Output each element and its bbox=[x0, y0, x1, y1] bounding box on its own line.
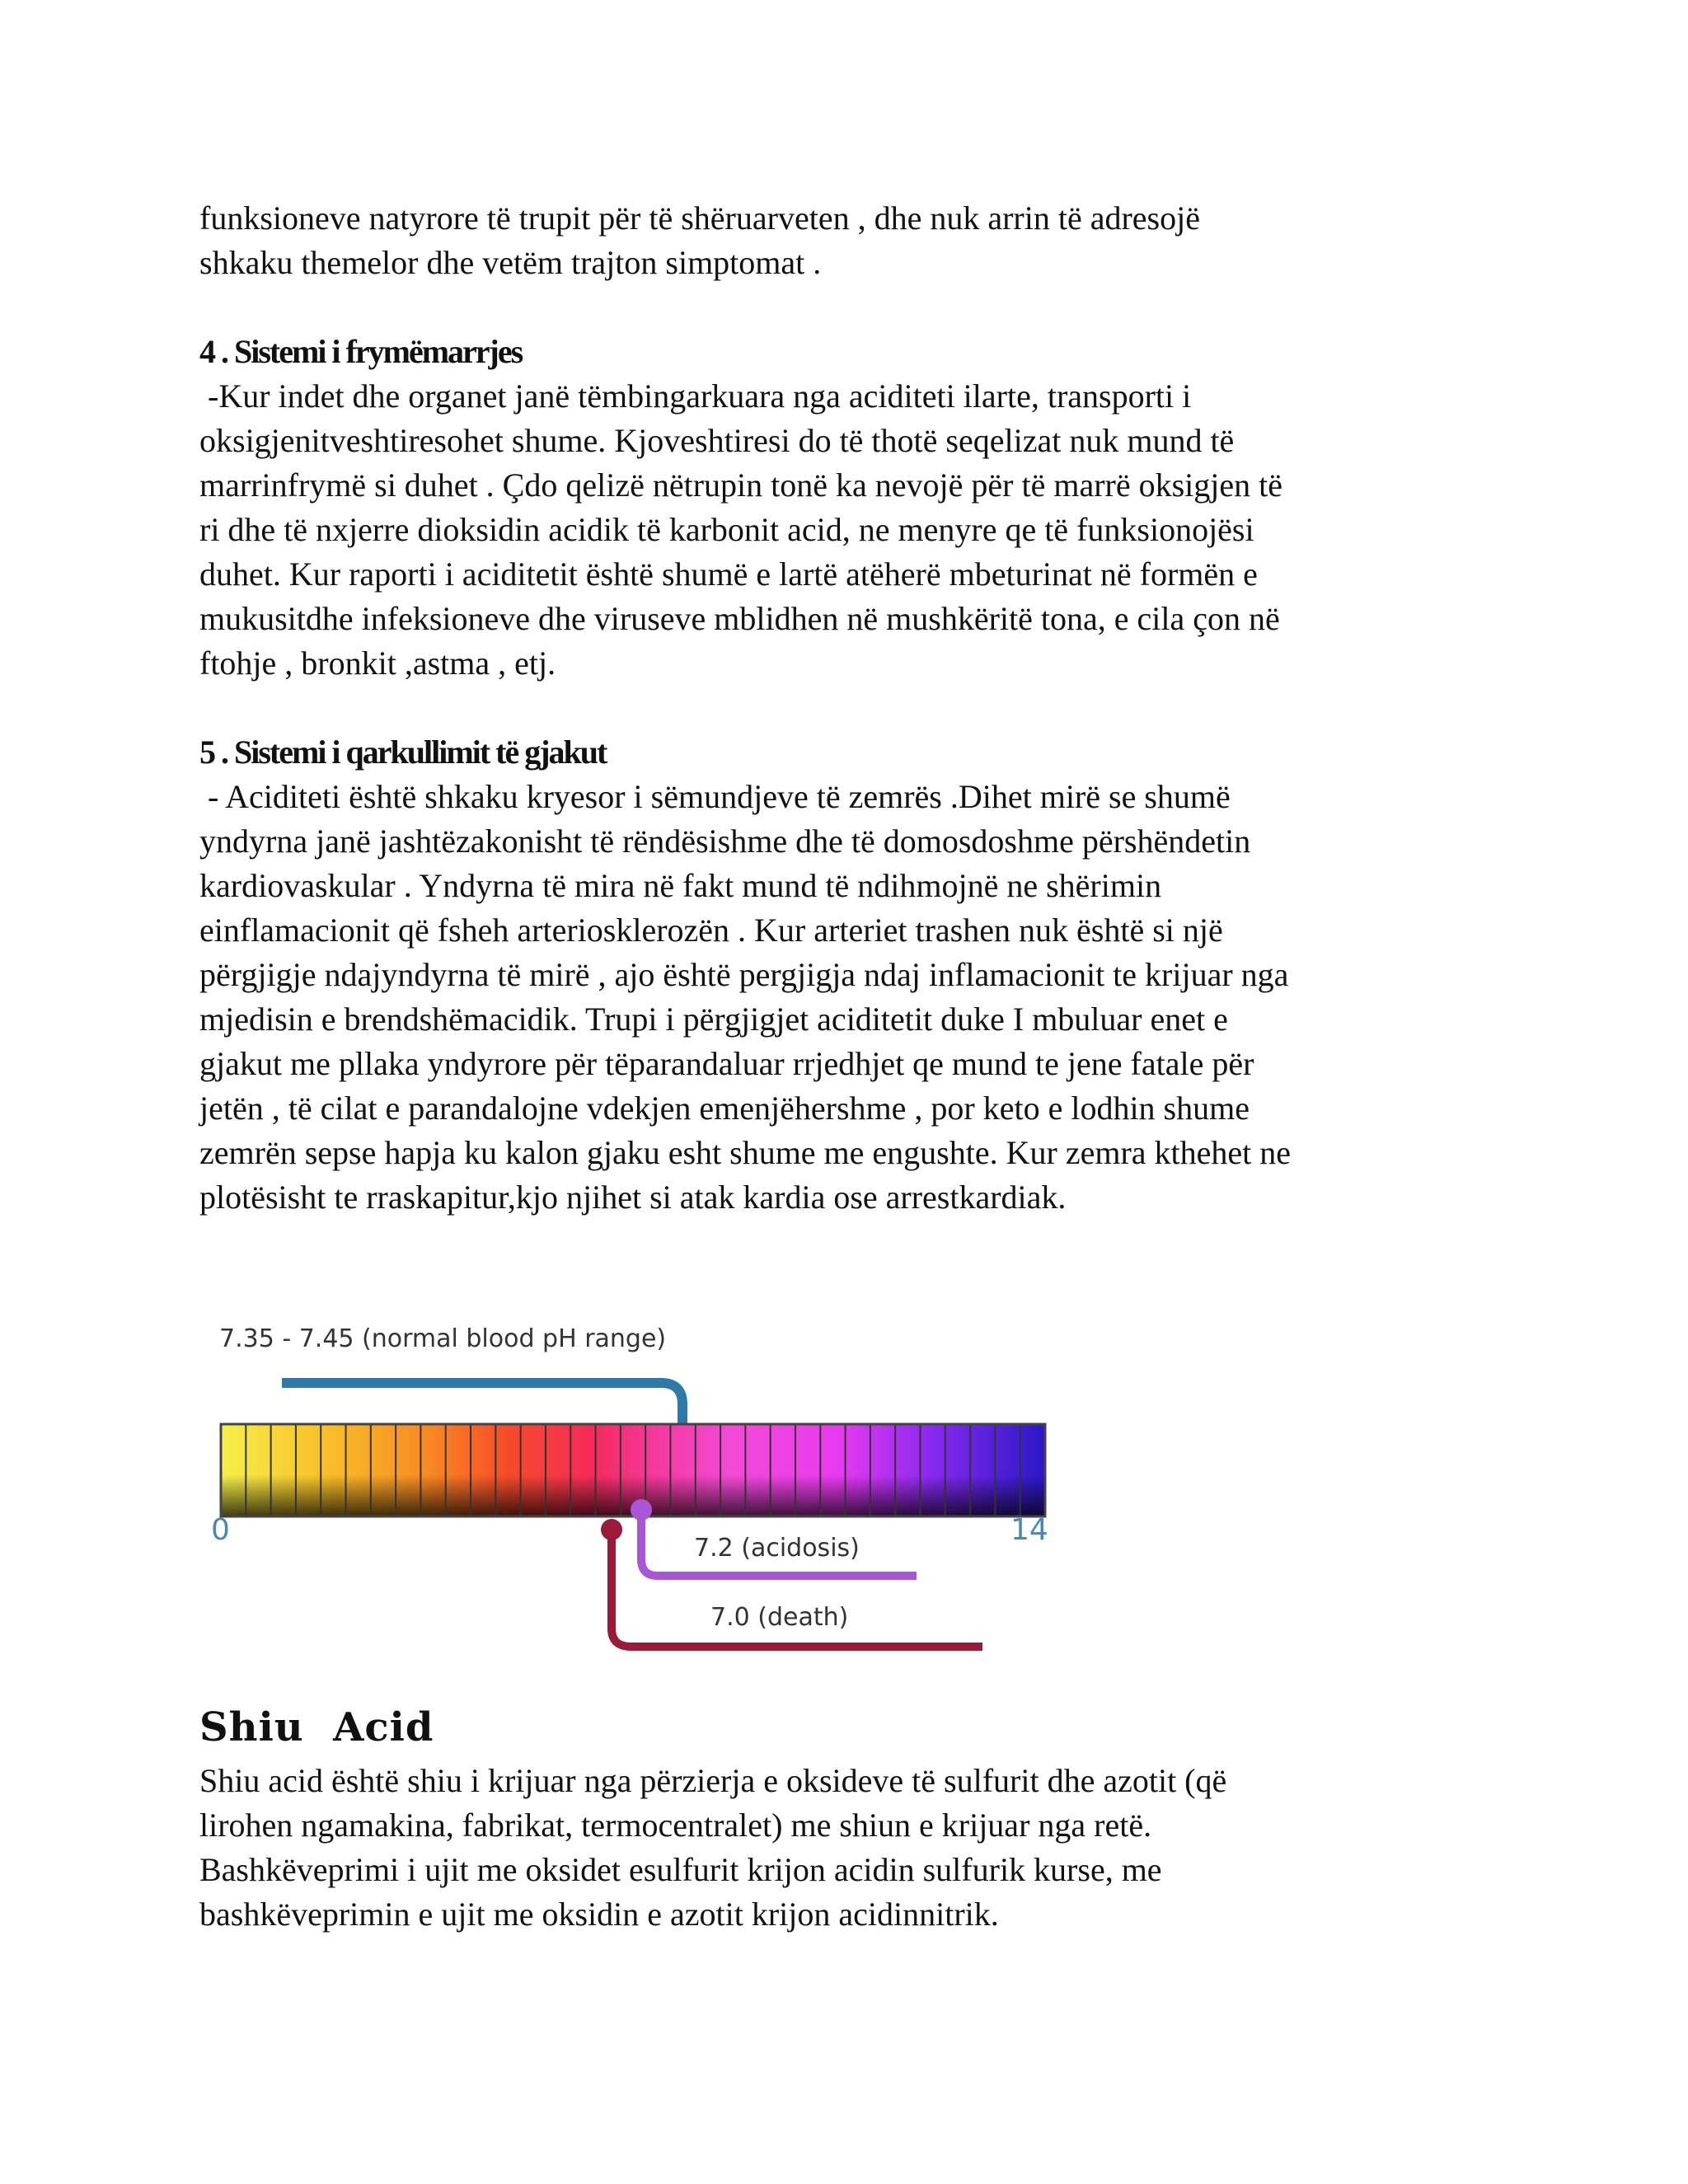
text-line: shkaku themelor dhe vetëm trajton simptomat . bbox=[199, 244, 822, 281]
intro-paragraph bbox=[199, 196, 1518, 285]
ph-scale-figure bbox=[199, 1310, 1073, 1673]
text-line: lirohen ngamakina, fabrikat, termocentralet) me shiun e krijuar nga retë. bbox=[199, 1807, 1152, 1844]
acidosis-marker bbox=[631, 1499, 652, 1521]
document-body bbox=[199, 196, 1518, 1220]
text-line: përgjigje ndajyndyrna të mirë , ajo është pergjigja ndaj inflamacionit te krijuar nga bbox=[199, 956, 1289, 993]
section-5-heading: 5 . Sistemi i qarkullimit të gjakut bbox=[199, 733, 607, 771]
text-line: ri dhe të nxjerre dioksidin acidik të karbonit acid, ne menyre qe të funksionojësi bbox=[199, 511, 1254, 548]
death-label: 7.0 (death) bbox=[710, 1603, 849, 1632]
text-line: jetën , të cilat e parandalojne vdekjen emenjëhershme , por keto e lodhin shume bbox=[199, 1090, 1250, 1127]
death-marker bbox=[601, 1519, 622, 1540]
text-line: funksioneve natyrore të trupit për të shëruarveten , dhe nuk arrin të adresojë bbox=[199, 199, 1200, 237]
text-line: marrinfrymë si duhet . Çdo qelizë nëtrupin tonë ka nevojë për të marrë oksigjen të bbox=[199, 466, 1283, 504]
text-line: einflamacionit që fsheh arteriosklerozën . Kur arteriet trashen nuk është si një bbox=[199, 912, 1223, 949]
text-line: plotësisht te rraskapitur,kjo njihet si atak kardia ose arrestkardiak. bbox=[199, 1179, 1067, 1216]
acidosis-label: 7.2 (acidosis) bbox=[694, 1534, 860, 1563]
scale-max-label: 14 bbox=[1010, 1513, 1048, 1547]
text-line: mukusitdhe infeksioneve dhe viruseve mblidhen në mushkëritë tona, e cila çon në bbox=[199, 600, 1280, 637]
text-line: zemrën sepse hapja ku kalon gjaku esht shume me engushte. Kur zemra kthehet ne bbox=[199, 1134, 1292, 1171]
acid-rain-title: Shiu Acid bbox=[199, 1704, 434, 1750]
text-line: bashkëveprimin e ujit me oksidin e azotit krijon acidinnitrik. bbox=[199, 1896, 999, 1933]
ph-scale-graphic bbox=[199, 1310, 1073, 1673]
text-line: ftohje , bronkit ,astma , etj. bbox=[199, 644, 556, 682]
normal-range-label: 7.35 - 7.45 (normal blood pH range) bbox=[219, 1324, 667, 1353]
text-line: -Kur indet dhe organet janë tëmbingarkuara nga aciditeti ilarte, transporti i bbox=[199, 377, 1192, 415]
section-4-paragraph bbox=[199, 374, 1518, 686]
text-line: kardiovaskular . Yndyrna të mira në fakt mund të ndihmojnë ne shërimin bbox=[199, 867, 1162, 904]
text-line: duhet. Kur raporti i aciditetit është shumë e lartë atëherë mbeturinat në formën e bbox=[199, 555, 1258, 593]
section-4-heading: 4 . Sistemi i frymëmarrjes bbox=[199, 333, 523, 370]
text-line: mjedisin e brendshëmacidik. Trupi i përgjigjet aciditetit duke I mbuluar enet e bbox=[199, 1001, 1228, 1038]
text-line: gjakut me pllaka yndyrore për tëparandaluar rrjedhjet qe mund te jene fatale për bbox=[199, 1045, 1254, 1082]
scale-min-label: 0 bbox=[211, 1513, 230, 1547]
text-line: yndyrna janë jashtëzakonisht të rëndësishme dhe të domosdoshme përshëndetin bbox=[199, 823, 1251, 860]
text-line: - Aciditeti është shkaku kryesor i sëmundjeve të zemrës .Dihet mirë se shumë bbox=[199, 778, 1231, 815]
text-line: oksigjenitveshtiresohet shume. Kjoveshtiresi do të thotë seqelizat nuk mund të bbox=[199, 422, 1235, 459]
section-5-paragraph bbox=[199, 775, 1518, 1220]
acid-rain-paragraph bbox=[199, 1759, 1518, 1937]
text-line: Shiu acid është shiu i krijuar nga përzierja e oksideve të sulfurit dhe azotit (që bbox=[199, 1762, 1227, 1799]
text-line: Bashkëveprimi i ujit me oksidet esulfurit krijon acidin sulfurik kurse, me bbox=[199, 1851, 1162, 1888]
